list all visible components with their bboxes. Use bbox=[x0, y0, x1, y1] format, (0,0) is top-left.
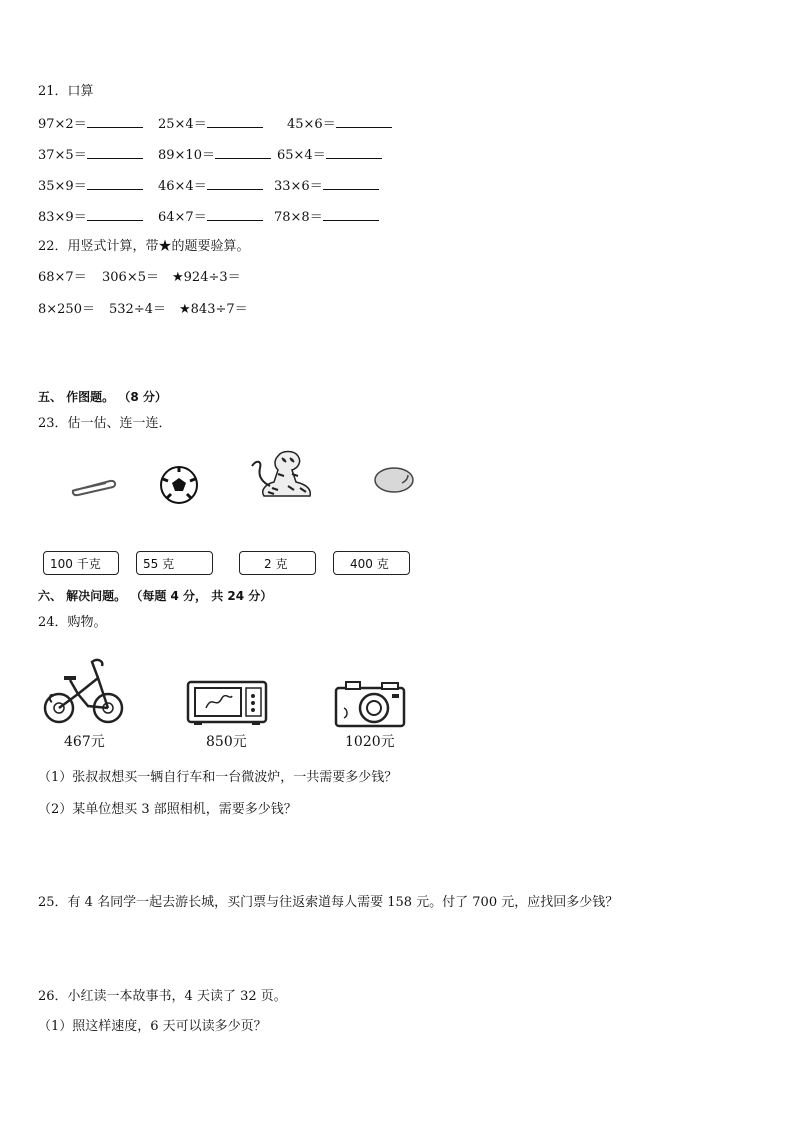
q21-expr: 78×8＝ bbox=[274, 210, 323, 225]
q22-expr: 68×7＝ bbox=[38, 270, 87, 285]
q24-sub-1: （1）张叔叔想买一辆自行车和一台微波炉，一共需要多少钱？ bbox=[38, 770, 398, 785]
q21-expr: 33×6＝ bbox=[274, 179, 323, 194]
q26-text: 26．小红读一本故事书，4 天读了 32 页。 bbox=[38, 989, 287, 1004]
q24-title: 24．购物。 bbox=[38, 615, 107, 630]
q21-expr: 37×5＝ bbox=[38, 148, 87, 163]
q21-expr: 97×2＝ bbox=[38, 117, 87, 132]
answer-blank[interactable] bbox=[207, 208, 263, 221]
q22-title: 22．用竖式计算，带★的题要验算。 bbox=[38, 239, 250, 254]
weight-box[interactable]: 400 克 bbox=[333, 551, 410, 575]
soccer-ball-icon bbox=[158, 464, 200, 506]
q24-sub-2: （2）某单位想买 3 部照相机，需要多少钱？ bbox=[38, 802, 297, 817]
price-label: 850元 bbox=[206, 734, 247, 750]
answer-blank[interactable] bbox=[326, 146, 382, 159]
answer-blank[interactable] bbox=[215, 146, 271, 159]
q21-expr: 65×4＝ bbox=[277, 148, 326, 163]
section-6-heading: 六、 解决问题。 （每题 4 分， 共 24 分） bbox=[38, 589, 273, 603]
answer-blank[interactable] bbox=[87, 115, 143, 128]
bicycle-icon bbox=[42, 656, 126, 728]
q21-expr: 83×9＝ bbox=[38, 210, 87, 225]
q22-expr: ★843÷7＝ bbox=[179, 302, 248, 317]
q22-expr: 8×250＝ bbox=[38, 302, 95, 317]
q22-expr: 532÷4＝ bbox=[109, 302, 166, 317]
q22-expr: ★924÷3＝ bbox=[172, 270, 241, 285]
q21-expr: 35×9＝ bbox=[38, 179, 87, 194]
q26-sub-1: （1）照这样速度，6 天可以读多少页？ bbox=[38, 1019, 267, 1034]
q21-expr: 46×4＝ bbox=[158, 179, 207, 194]
soap-icon bbox=[372, 465, 418, 495]
answer-blank[interactable] bbox=[207, 115, 263, 128]
q21-expr: 45×6＝ bbox=[287, 117, 336, 132]
q21-title: 21．口算 bbox=[38, 84, 94, 99]
microwave-icon bbox=[186, 680, 268, 726]
section-5-heading: 五、 作图题。 （8 分） bbox=[38, 390, 167, 404]
paperclip-icon bbox=[66, 476, 118, 498]
answer-blank[interactable] bbox=[207, 177, 263, 190]
weight-box[interactable]: 2 克 bbox=[239, 551, 316, 575]
answer-blank[interactable] bbox=[87, 208, 143, 221]
tiger-icon bbox=[248, 446, 320, 502]
answer-blank[interactable] bbox=[87, 146, 143, 159]
price-label: 467元 bbox=[64, 734, 105, 750]
answer-blank[interactable] bbox=[323, 208, 379, 221]
q23-title: 23．估一估、连一连． bbox=[38, 416, 172, 431]
answer-blank[interactable] bbox=[87, 177, 143, 190]
answer-blank[interactable] bbox=[336, 115, 392, 128]
q22-expr: 306×5＝ bbox=[102, 270, 159, 285]
q21-expr: 64×7＝ bbox=[158, 210, 207, 225]
q25-text: 25．有 4 名同学一起去游长城，买门票与往返索道每人需要 158 元。付了 700 元，应找回多少钱？ bbox=[38, 895, 619, 910]
weight-box[interactable]: 100 千克 bbox=[43, 551, 119, 575]
q21-expr: 89×10＝ bbox=[158, 148, 215, 163]
price-label: 1020元 bbox=[345, 734, 395, 750]
camera-icon bbox=[334, 680, 406, 728]
weight-box[interactable]: 55 克 bbox=[136, 551, 213, 575]
answer-blank[interactable] bbox=[323, 177, 379, 190]
q21-expr: 25×4＝ bbox=[158, 117, 207, 132]
